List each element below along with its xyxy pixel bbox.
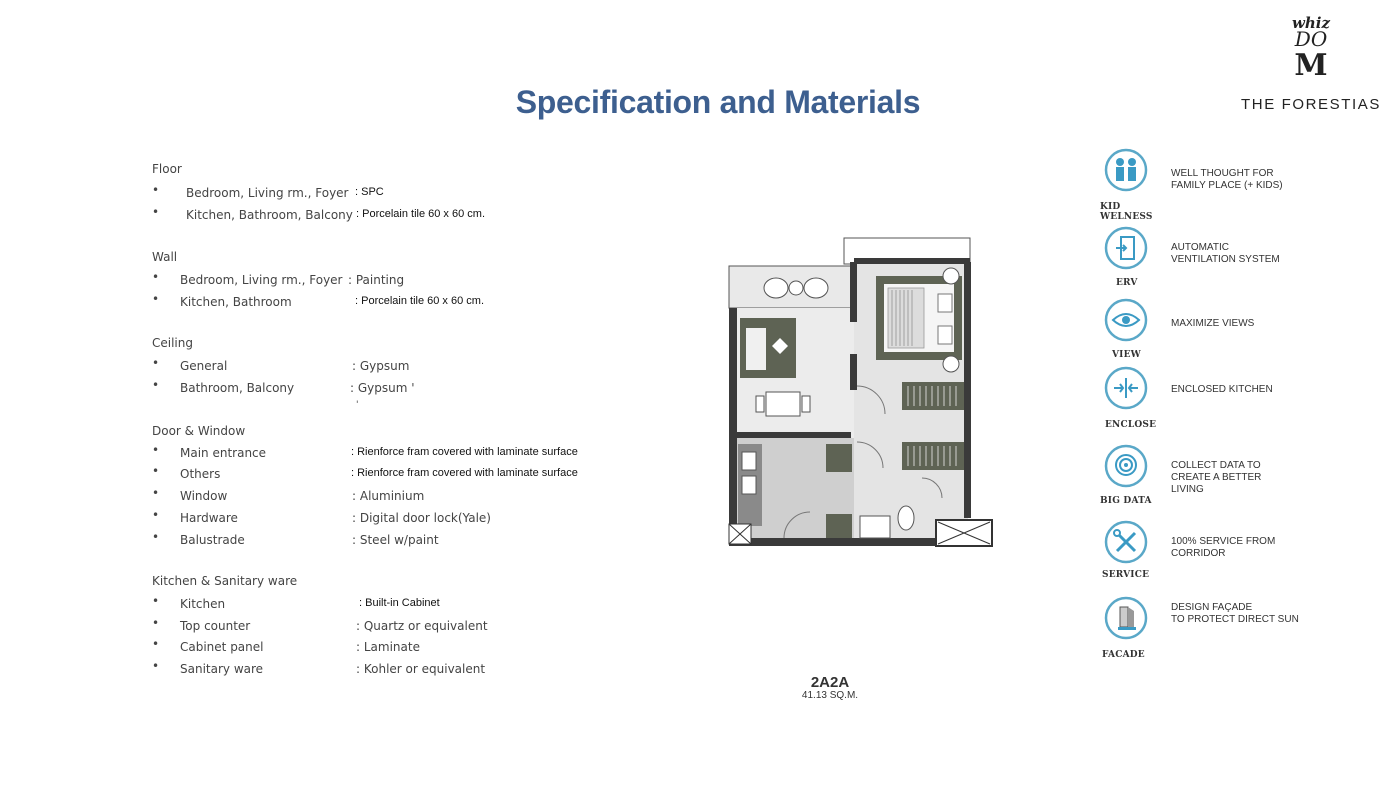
spec-value: : Laminate — [356, 640, 420, 654]
spec-label: Bedroom, Living rm., Foyer — [186, 186, 349, 200]
spec-value: : Quartz or equivalent — [356, 619, 488, 633]
spec-label: Main entrance — [180, 446, 267, 460]
spec-label: Bathroom, Balcony — [180, 381, 295, 395]
feature-item — [1100, 226, 1350, 296]
feature-text: AUTOMATIC VENTILATION SYSTEM — [1171, 242, 1280, 265]
bullet: • — [152, 292, 160, 306]
plan-name: 2A2A — [810, 674, 850, 691]
feature-item — [1100, 366, 1350, 436]
feature-caption: KID WELNESS — [1100, 202, 1153, 222]
spec-value: : Steel w/paint — [352, 533, 439, 547]
spec-label: Bedroom, Living rm., Foyer — [180, 273, 343, 287]
eye-icon — [1104, 298, 1148, 342]
bullet: • — [152, 659, 160, 673]
spec-label: Hardware — [180, 511, 238, 525]
spec-value: : SPC — [355, 186, 384, 198]
feature-caption: SERVICE — [1102, 570, 1150, 580]
section-title-floor: Floor — [152, 162, 182, 176]
spec-value: : Porcelain tile 60 x 60 cm. — [355, 295, 485, 307]
bullet: • — [152, 530, 160, 544]
spec-label: General — [180, 359, 228, 373]
bullet: • — [152, 637, 160, 651]
bullet: • — [152, 616, 160, 630]
spec-label: Cabinet panel — [180, 640, 264, 654]
feature-item — [1100, 298, 1350, 368]
feature-caption: ERV — [1116, 278, 1138, 288]
feature-text: 100% SERVICE FROM CORRIDOR — [1171, 536, 1276, 559]
spec-value: : Kohler or equivalent — [356, 662, 486, 676]
spec-label: Kitchen, Bathroom — [180, 295, 292, 309]
bullet: • — [152, 464, 160, 478]
feature-item — [1100, 520, 1350, 590]
bullet: • — [152, 486, 160, 500]
bullet: • — [152, 270, 160, 284]
logo-do: DO — [1294, 27, 1328, 51]
bullet: • — [152, 205, 160, 219]
spec-value: : Aluminium — [352, 489, 425, 503]
spec-label: Kitchen, Bathroom, Balcony — [186, 208, 353, 222]
feature-text: COLLECT DATA TO CREATE A BETTER LIVING — [1171, 460, 1262, 495]
erv-door-icon — [1104, 226, 1148, 270]
bullet: • — [152, 356, 160, 370]
spec-label: Sanitary ware — [180, 662, 264, 676]
section-title-ceiling: Ceiling — [152, 336, 193, 350]
page-title: Specification and Materials — [515, 84, 921, 120]
spec-value: : Built-in Cabinet — [359, 597, 440, 609]
section-title-kitchen-sanitary: Kitchen & Sanitary ware — [152, 574, 298, 588]
plan-area: 41.13 SQ.M. — [801, 690, 859, 701]
feature-text: DESIGN FAÇADE TO PROTECT DIRECT SUN — [1171, 602, 1299, 625]
enclose-arrows-icon — [1104, 366, 1148, 410]
logo-whiz: whiz — [1291, 14, 1331, 32]
logo-subtitle: THE FORESTIAS — [1241, 96, 1381, 113]
spec-label: Others — [180, 467, 221, 481]
feature-item — [1100, 148, 1350, 222]
logo-m: M — [1294, 48, 1328, 83]
spec-value: : Rienforce fram covered with laminate surface — [351, 467, 578, 479]
spec-value: : Gypsum — [352, 359, 410, 373]
spec-value: : Porcelain tile 60 x 60 cm. — [356, 208, 486, 220]
feature-text: ENCLOSED KITCHEN — [1171, 384, 1273, 395]
stray-mark: ' — [356, 400, 359, 410]
spec-label: Kitchen — [180, 597, 226, 611]
feature-item — [1100, 596, 1350, 666]
kids-icon — [1104, 148, 1148, 192]
spec-label: Balustrade — [180, 533, 245, 547]
feature-text: MAXIMIZE VIEWS — [1171, 318, 1255, 329]
feature-item — [1100, 444, 1350, 514]
feature-caption: BIG DATA — [1100, 496, 1152, 506]
bullet: • — [152, 378, 160, 392]
tools-icon — [1104, 520, 1148, 564]
bullet: • — [152, 508, 160, 522]
bullet: • — [152, 443, 160, 457]
spec-value: : Rienforce fram covered with laminate surface — [351, 446, 578, 458]
section-title-door-window: Door & Window — [152, 424, 246, 438]
bullet: • — [152, 183, 160, 197]
feature-caption: ENCLOSE — [1105, 420, 1157, 430]
brand-logo — [1236, 14, 1386, 118]
bullet: • — [152, 594, 160, 608]
feature-caption: FACADE — [1102, 650, 1145, 660]
spec-value: : Painting — [348, 273, 405, 287]
spec-value: : Gypsum ' — [350, 381, 415, 395]
spec-label: Window — [180, 489, 228, 503]
floor-plan — [726, 236, 996, 550]
feature-text: WELL THOUGHT FOR FAMILY PLACE (+ KIDS) — [1171, 168, 1283, 191]
section-title-wall: Wall — [152, 250, 178, 264]
fingerprint-icon — [1104, 444, 1148, 488]
facade-icon — [1104, 596, 1148, 640]
spec-label: Top counter — [180, 619, 251, 633]
feature-caption: VIEW — [1112, 350, 1141, 360]
spec-value: : Digital door lock(Yale) — [352, 511, 491, 525]
